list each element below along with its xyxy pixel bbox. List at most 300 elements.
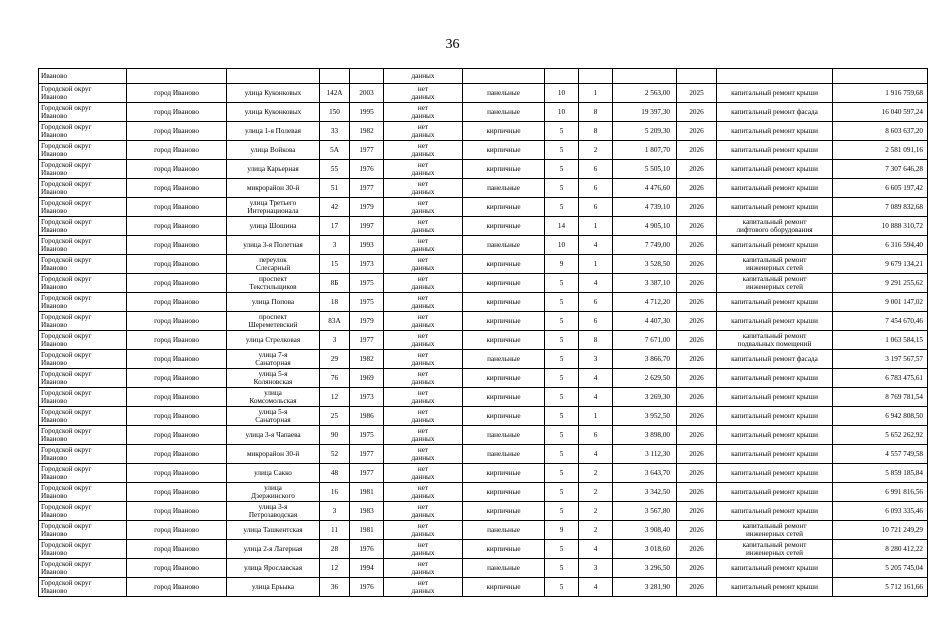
cell-info: данных: [384, 69, 463, 84]
cell-floors: 5: [545, 407, 579, 426]
cell-material: панельные: [463, 103, 545, 122]
cell-district: Городской округ Иваново: [39, 464, 127, 483]
cell-info: нет данных: [384, 274, 463, 293]
cell-work: капитальный ремонт крыши: [717, 578, 833, 597]
cell-street: улица 1-я Полевая: [227, 122, 320, 141]
cell-area: 3 018,60: [613, 540, 677, 559]
cell-year: 1981: [350, 521, 384, 540]
cell-house: 48: [320, 464, 350, 483]
cell-work: капитальный ремонт лифтового оборудования: [717, 217, 833, 236]
cell-area: 3 567,80: [613, 502, 677, 521]
cell-area: 3 898,00: [613, 426, 677, 445]
cell-city: [127, 69, 227, 84]
cell-cost: 10 721 249,29: [833, 521, 928, 540]
cell-district: Городской округ Иваново: [39, 540, 127, 559]
cell-plan-year: 2026: [677, 483, 717, 502]
cell-cost: 6 093 335,46: [833, 502, 928, 521]
cell-plan-year: 2026: [677, 540, 717, 559]
table-row: [39, 255, 928, 274]
cell-year: [350, 69, 384, 84]
cell-house: 12: [320, 559, 350, 578]
cell-district: Городской округ Иваново: [39, 426, 127, 445]
cell-info: нет данных: [384, 559, 463, 578]
cell-district: Городской округ Иваново: [39, 160, 127, 179]
cell-district: Городской округ Иваново: [39, 236, 127, 255]
cell-info: нет данных: [384, 331, 463, 350]
cell-plan-year: 2026: [677, 103, 717, 122]
cell-city: город Иваново: [127, 198, 227, 217]
cell-house: 83А: [320, 312, 350, 331]
cell-entrances: 4: [579, 236, 613, 255]
cell-floors: 5: [545, 350, 579, 369]
cell-year: 1986: [350, 407, 384, 426]
cell-material: кирпичные: [463, 217, 545, 236]
cell-plan-year: 2026: [677, 217, 717, 236]
cell-house: 76: [320, 369, 350, 388]
table-row: [39, 426, 928, 445]
cell-plan-year: 2026: [677, 350, 717, 369]
cell-year: 1979: [350, 312, 384, 331]
cell-year: 2003: [350, 84, 384, 103]
cell-info: нет данных: [384, 160, 463, 179]
cell-cost: 6 991 816,56: [833, 483, 928, 502]
cell-work: капитальный ремонт крыши: [717, 122, 833, 141]
cell-info: нет данных: [384, 388, 463, 407]
cell-city: город Иваново: [127, 483, 227, 502]
cell-work: капитальный ремонт крыши: [717, 559, 833, 578]
cell-entrances: 4: [579, 578, 613, 597]
cell-material: кирпичные: [463, 198, 545, 217]
cell-street: улица Сакко: [227, 464, 320, 483]
cell-floors: 5: [545, 198, 579, 217]
cell-house: 36: [320, 578, 350, 597]
cell-street: улица Третьего Интернационала: [227, 198, 320, 217]
cell-plan-year: 2026: [677, 141, 717, 160]
cell-district: Городской округ Иваново: [39, 217, 127, 236]
cell-house: 8Б: [320, 274, 350, 293]
cell-plan-year: 2026: [677, 274, 717, 293]
cell-work: капитальный ремонт крыши: [717, 445, 833, 464]
cell-area: 2 629,50: [613, 369, 677, 388]
table-body: [39, 69, 928, 597]
cell-house: 12: [320, 388, 350, 407]
cell-year: 1975: [350, 293, 384, 312]
cell-district: Городской округ Иваново: [39, 578, 127, 597]
cell-house: 42: [320, 198, 350, 217]
cell-district: Городской округ Иваново: [39, 179, 127, 198]
cell-cost: 5 205 745,04: [833, 559, 928, 578]
table-row: [39, 502, 928, 521]
table-row: [39, 388, 928, 407]
cell-material: кирпичные: [463, 407, 545, 426]
cell-entrances: 3: [579, 559, 613, 578]
cell-year: 1982: [350, 350, 384, 369]
cell-cost: 10 888 310,72: [833, 217, 928, 236]
cell-city: город Иваново: [127, 331, 227, 350]
cell-cost: 6 605 197,42: [833, 179, 928, 198]
cell-area: 3 528,50: [613, 255, 677, 274]
cell-material: панельные: [463, 521, 545, 540]
cell-house: 33: [320, 122, 350, 141]
cell-year: 1977: [350, 464, 384, 483]
cell-floors: 5: [545, 502, 579, 521]
cell-house: [320, 69, 350, 84]
cell-district: Городской округ Иваново: [39, 84, 127, 103]
cell-street: улица Стрелковая: [227, 331, 320, 350]
cell-district: Городской округ Иваново: [39, 483, 127, 502]
cell-cost: 9 001 147,02: [833, 293, 928, 312]
cell-floors: 5: [545, 445, 579, 464]
cell-area: 19 397,30: [613, 103, 677, 122]
cell-floors: 10: [545, 103, 579, 122]
cell-district: Городской округ Иваново: [39, 293, 127, 312]
cell-street: улица Куконковых: [227, 103, 320, 122]
cell-area: 7 749,00: [613, 236, 677, 255]
cell-work: капитальный ремонт крыши: [717, 407, 833, 426]
table-row: [39, 331, 928, 350]
cell-work: капитальный ремонт крыши: [717, 236, 833, 255]
cell-cost: 5 712 161,66: [833, 578, 928, 597]
cell-city: город Иваново: [127, 521, 227, 540]
cell-work: капитальный ремонт крыши: [717, 198, 833, 217]
cell-info: нет данных: [384, 103, 463, 122]
cell-info: нет данных: [384, 483, 463, 502]
cell-cost: 6 783 475,61: [833, 369, 928, 388]
cell-city: город Иваново: [127, 84, 227, 103]
cell-entrances: 8: [579, 103, 613, 122]
cell-entrances: 2: [579, 483, 613, 502]
table-row: [39, 445, 928, 464]
cell-material: кирпичные: [463, 464, 545, 483]
table-row: [39, 293, 928, 312]
cell-area: 4 712,20: [613, 293, 677, 312]
cell-city: город Иваново: [127, 293, 227, 312]
cell-year: 1979: [350, 198, 384, 217]
cell-work: капитальный ремонт инженерных сетей: [717, 521, 833, 540]
cell-district: Городской округ Иваново: [39, 388, 127, 407]
cell-district: Городской округ Иваново: [39, 122, 127, 141]
table-row: [39, 160, 928, 179]
cell-cost: 7 089 832,68: [833, 198, 928, 217]
cell-work: капитальный ремонт подвальных помещений: [717, 331, 833, 350]
cell-work: капитальный ремонт крыши: [717, 502, 833, 521]
table-row: [39, 274, 928, 293]
cell-material: кирпичные: [463, 274, 545, 293]
cell-area: 3 643,70: [613, 464, 677, 483]
cell-work: капитальный ремонт фасада: [717, 350, 833, 369]
table-row: [39, 198, 928, 217]
cell-city: город Иваново: [127, 179, 227, 198]
cell-house: 11: [320, 521, 350, 540]
cell-city: город Иваново: [127, 160, 227, 179]
cell-house: 15: [320, 255, 350, 274]
cell-district: Городской округ Иваново: [39, 255, 127, 274]
cell-district: Иваново: [39, 69, 127, 84]
table-row: [39, 578, 928, 597]
cell-plan-year: 2026: [677, 331, 717, 350]
cell-floors: 9: [545, 521, 579, 540]
cell-floors: 5: [545, 274, 579, 293]
cell-info: нет данных: [384, 540, 463, 559]
cell-material: кирпичные: [463, 312, 545, 331]
cell-floors: 5: [545, 540, 579, 559]
cell-info: нет данных: [384, 198, 463, 217]
cell-house: 28: [320, 540, 350, 559]
cell-city: город Иваново: [127, 350, 227, 369]
cell-district: Городской округ Иваново: [39, 141, 127, 160]
cell-cost: 7 307 646,28: [833, 160, 928, 179]
cell-work: капитальный ремонт крыши: [717, 293, 833, 312]
cell-city: город Иваново: [127, 388, 227, 407]
cell-work: капитальный ремонт инженерных сетей: [717, 540, 833, 559]
cell-entrances: 1: [579, 217, 613, 236]
cell-street: улица Ташкентская: [227, 521, 320, 540]
cell-year: 1976: [350, 160, 384, 179]
cell-district: Городской округ Иваново: [39, 350, 127, 369]
cell-city: город Иваново: [127, 255, 227, 274]
cell-plan-year: 2026: [677, 122, 717, 141]
cell-floors: 5: [545, 141, 579, 160]
table-row: [39, 122, 928, 141]
cell-cost: 2 581 091,16: [833, 141, 928, 160]
cell-street: улица 3-я Чапаева: [227, 426, 320, 445]
cell-material: кирпичные: [463, 540, 545, 559]
cell-street: улица 3-я Петрозаводская: [227, 502, 320, 521]
cell-area: 3 296,50: [613, 559, 677, 578]
cell-district: Городской округ Иваново: [39, 369, 127, 388]
cell-cost: 6 942 808,50: [833, 407, 928, 426]
cell-city: город Иваново: [127, 559, 227, 578]
cell-work: капитальный ремонт крыши: [717, 388, 833, 407]
cell-house: 3: [320, 502, 350, 521]
cell-city: город Иваново: [127, 236, 227, 255]
cell-material: панельные: [463, 179, 545, 198]
cell-year: 1983: [350, 502, 384, 521]
cell-cost: 3 197 567,57: [833, 350, 928, 369]
cell-area: 5 209,30: [613, 122, 677, 141]
cell-city: город Иваново: [127, 103, 227, 122]
cell-work: капитальный ремонт инженерных сетей: [717, 274, 833, 293]
cell-material: панельные: [463, 236, 545, 255]
cell-plan-year: 2026: [677, 198, 717, 217]
cell-street: улица Ярославская: [227, 559, 320, 578]
cell-material: кирпичные: [463, 160, 545, 179]
cell-entrances: 6: [579, 160, 613, 179]
cell-info: нет данных: [384, 578, 463, 597]
table-row: [39, 559, 928, 578]
cell-entrances: 2: [579, 521, 613, 540]
cell-cost: 9 679 134,21: [833, 255, 928, 274]
cell-plan-year: [677, 69, 717, 84]
cell-area: 3 908,40: [613, 521, 677, 540]
cell-floors: 5: [545, 464, 579, 483]
cell-street: микрорайон 30-й: [227, 179, 320, 198]
cell-street: улица Карьерная: [227, 160, 320, 179]
cell-year: 1977: [350, 331, 384, 350]
cell-street: проспект Шереметевский: [227, 312, 320, 331]
cell-house: 52: [320, 445, 350, 464]
cell-plan-year: 2026: [677, 236, 717, 255]
cell-material: кирпичные: [463, 255, 545, 274]
cell-entrances: 6: [579, 293, 613, 312]
cell-material: кирпичные: [463, 578, 545, 597]
cell-entrances: [579, 69, 613, 84]
cell-floors: 5: [545, 426, 579, 445]
cell-floors: 5: [545, 559, 579, 578]
cell-cost: 1 916 759,68: [833, 84, 928, 103]
cell-street: улица Шошина: [227, 217, 320, 236]
cell-work: капитальный ремонт крыши: [717, 179, 833, 198]
cell-entrances: 3: [579, 350, 613, 369]
cell-info: нет данных: [384, 350, 463, 369]
cell-info: нет данных: [384, 407, 463, 426]
cell-year: 1977: [350, 141, 384, 160]
cell-city: город Иваново: [127, 502, 227, 521]
cell-area: 3 112,30: [613, 445, 677, 464]
cell-house: 3: [320, 236, 350, 255]
cell-plan-year: 2026: [677, 255, 717, 274]
cell-floors: 10: [545, 236, 579, 255]
cell-street: улица Комсомольская: [227, 388, 320, 407]
cell-entrances: 4: [579, 388, 613, 407]
cell-entrances: 6: [579, 312, 613, 331]
cell-floors: 14: [545, 217, 579, 236]
cell-material: кирпичные: [463, 502, 545, 521]
cell-work: капитальный ремонт крыши: [717, 160, 833, 179]
cell-floors: 9: [545, 255, 579, 274]
cell-district: Городской округ Иваново: [39, 331, 127, 350]
table-row: [39, 464, 928, 483]
cell-house: 142А: [320, 84, 350, 103]
cell-work: капитальный ремонт крыши: [717, 141, 833, 160]
cell-area: 3 866,70: [613, 350, 677, 369]
cell-cost: 16 040 597,24: [833, 103, 928, 122]
cell-area: 4 739,10: [613, 198, 677, 217]
cell-street: [227, 69, 320, 84]
cell-entrances: 1: [579, 255, 613, 274]
cell-entrances: 8: [579, 331, 613, 350]
cell-floors: [545, 69, 579, 84]
cell-info: нет данных: [384, 179, 463, 198]
cell-house: 150: [320, 103, 350, 122]
cell-work: капитальный ремонт фасада: [717, 103, 833, 122]
cell-district: Городской округ Иваново: [39, 103, 127, 122]
cell-floors: 5: [545, 122, 579, 141]
cell-city: город Иваново: [127, 445, 227, 464]
cell-info: нет данных: [384, 293, 463, 312]
cell-house: 3: [320, 331, 350, 350]
cell-info: нет данных: [384, 312, 463, 331]
cell-plan-year: 2026: [677, 388, 717, 407]
cell-street: улица 7-я Санаторная: [227, 350, 320, 369]
cell-district: Городской округ Иваново: [39, 198, 127, 217]
table-row: [39, 407, 928, 426]
cell-city: город Иваново: [127, 407, 227, 426]
cell-street: улица Дзержинского: [227, 483, 320, 502]
table-row: [39, 483, 928, 502]
repair-register-table: [38, 68, 928, 597]
cell-work: капитальный ремонт крыши: [717, 369, 833, 388]
cell-info: нет данных: [384, 369, 463, 388]
cell-floors: 5: [545, 483, 579, 502]
cell-city: город Иваново: [127, 540, 227, 559]
cell-material: кирпичные: [463, 369, 545, 388]
cell-street: проспект Текстильщиков: [227, 274, 320, 293]
cell-cost: 8 603 637,20: [833, 122, 928, 141]
cell-floors: 5: [545, 312, 579, 331]
cell-street: улица 3-я Полетная: [227, 236, 320, 255]
cell-entrances: 6: [579, 179, 613, 198]
cell-area: 3 387,10: [613, 274, 677, 293]
cell-area: 5 505,10: [613, 160, 677, 179]
table-row: [39, 141, 928, 160]
cell-city: город Иваново: [127, 141, 227, 160]
cell-plan-year: 2026: [677, 407, 717, 426]
cell-material: панельные: [463, 445, 545, 464]
cell-house: 5А: [320, 141, 350, 160]
cell-district: Городской округ Иваново: [39, 559, 127, 578]
cell-cost: 5 859 185,84: [833, 464, 928, 483]
table-row: [39, 217, 928, 236]
cell-entrances: 8: [579, 122, 613, 141]
cell-area: 3 342,50: [613, 483, 677, 502]
cell-house: 16: [320, 483, 350, 502]
cell-entrances: 6: [579, 426, 613, 445]
cell-house: 51: [320, 179, 350, 198]
cell-plan-year: 2026: [677, 426, 717, 445]
table-row: [39, 312, 928, 331]
cell-year: 1977: [350, 179, 384, 198]
cell-area: 7 671,00: [613, 331, 677, 350]
cell-entrances: 1: [579, 84, 613, 103]
cell-entrances: 2: [579, 141, 613, 160]
cell-cost: 4 557 749,58: [833, 445, 928, 464]
cell-material: кирпичные: [463, 388, 545, 407]
cell-info: нет данных: [384, 502, 463, 521]
cell-plan-year: 2026: [677, 160, 717, 179]
cell-city: город Иваново: [127, 426, 227, 445]
table-row: [39, 236, 928, 255]
cell-entrances: 2: [579, 464, 613, 483]
cell-plan-year: 2026: [677, 293, 717, 312]
cell-area: 3 952,50: [613, 407, 677, 426]
cell-cost: 1 063 584,15: [833, 331, 928, 350]
cell-info: нет данных: [384, 236, 463, 255]
cell-district: Городской округ Иваново: [39, 502, 127, 521]
cell-city: город Иваново: [127, 369, 227, 388]
cell-material: кирпичные: [463, 141, 545, 160]
cell-material: [463, 69, 545, 84]
cell-year: 1975: [350, 274, 384, 293]
cell-plan-year: 2026: [677, 559, 717, 578]
cell-year: 1973: [350, 388, 384, 407]
cell-street: улица Попова: [227, 293, 320, 312]
cell-floors: 5: [545, 293, 579, 312]
cell-year: 1976: [350, 578, 384, 597]
cell-entrances: 4: [579, 540, 613, 559]
cell-district: Городской округ Иваново: [39, 445, 127, 464]
cell-year: 1982: [350, 122, 384, 141]
cell-entrances: 2: [579, 502, 613, 521]
cell-floors: 5: [545, 388, 579, 407]
table-row-continued: [39, 69, 928, 84]
cell-area: 4 905,10: [613, 217, 677, 236]
cell-floors: 5: [545, 160, 579, 179]
cell-street: улица Ерьыка: [227, 578, 320, 597]
cell-street: улица 2-я Лагерная: [227, 540, 320, 559]
cell-year: 1976: [350, 540, 384, 559]
cell-year: 1981: [350, 483, 384, 502]
